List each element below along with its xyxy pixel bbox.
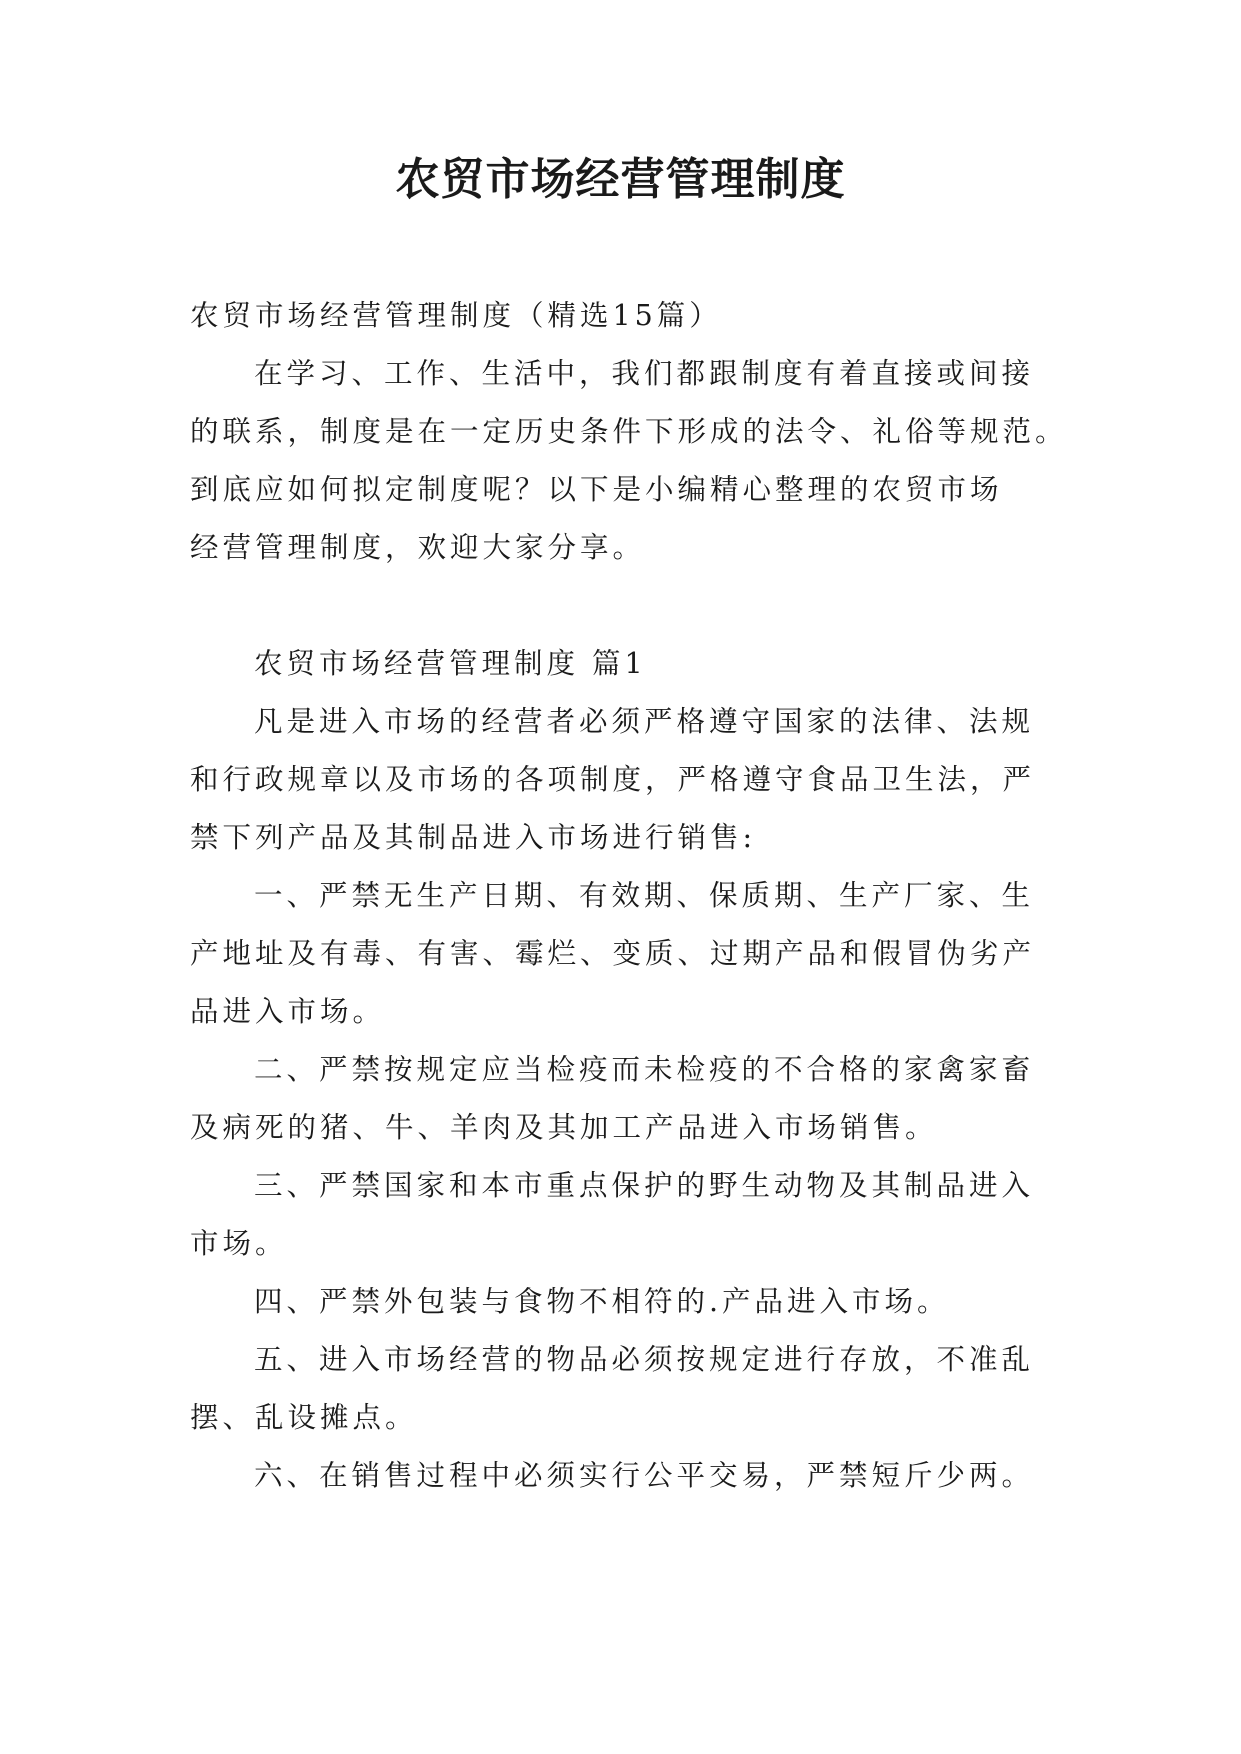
paragraph-line: 禁下列产品及其制品进入市场进行销售: — [190, 821, 757, 854]
paragraph-line: 一、严禁无生产日期、有效期、保质期、生产厂家、生 — [254, 879, 1035, 912]
paragraph — [190, 1331, 1060, 1447]
paragraph-line: 市场。 — [190, 1227, 288, 1260]
paragraph — [190, 1157, 1060, 1273]
intro-line: 经营管理制度，欢迎大家分享。 — [190, 531, 646, 564]
intro-paragraph — [190, 345, 1068, 577]
paragraph-line: 五、进入市场经营的物品必须按规定进行存放，不准乱 — [254, 1343, 1035, 1376]
paragraph-line: 四、严禁外包装与食物不相符的.产品进入市场。 — [254, 1285, 950, 1318]
paragraph — [190, 1447, 1060, 1505]
paragraph — [190, 1273, 1060, 1331]
intro-line: 在学习、工作、生活中，我们都跟制度有着直接或间接 — [254, 357, 1035, 390]
paragraph — [190, 867, 1060, 1041]
paragraph-line: 六、在销售过程中必须实行公平交易，严禁短斤少两。 — [254, 1459, 1035, 1492]
document-subtitle: 农贸市场经营管理制度（精选15篇） — [190, 299, 722, 332]
paragraph — [190, 1041, 1060, 1157]
paragraph-line: 摆、乱设摊点。 — [190, 1401, 418, 1434]
document-body — [190, 287, 1068, 1505]
paragraph-line: 产地址及有毒、有害、霉烂、变质、过期产品和假冒伪劣产 — [190, 937, 1036, 970]
intro-line: 到底应如何拟定制度呢？以下是小编精心整理的农贸市场 — [190, 473, 1003, 506]
section-heading: 农贸市场经营管理制度 篇1 — [254, 647, 647, 680]
paragraph-line: 三、严禁国家和本市重点保护的野生动物及其制品进入 — [254, 1169, 1035, 1202]
paragraph-line: 二、严禁按规定应当检疫而未检疫的不合格的家禽家畜 — [254, 1053, 1035, 1086]
paragraph-line: 品进入市场。 — [190, 995, 386, 1028]
paragraph-line: 及病死的猪、牛、羊肉及其加工产品进入市场销售。 — [190, 1111, 938, 1144]
intro-line: 的联系，制度是在一定历史条件下形成的法令、礼俗等规范。 — [190, 415, 1068, 448]
paragraph — [190, 693, 1060, 867]
paragraph-line: 和行政规章以及市场的各项制度，严格遵守食品卫生法，严 — [190, 763, 1036, 796]
paragraph-line: 凡是进入市场的经营者必须严格遵守国家的法律、法规 — [254, 705, 1035, 738]
document-title: 农贸市场经营管理制度 — [395, 154, 846, 205]
